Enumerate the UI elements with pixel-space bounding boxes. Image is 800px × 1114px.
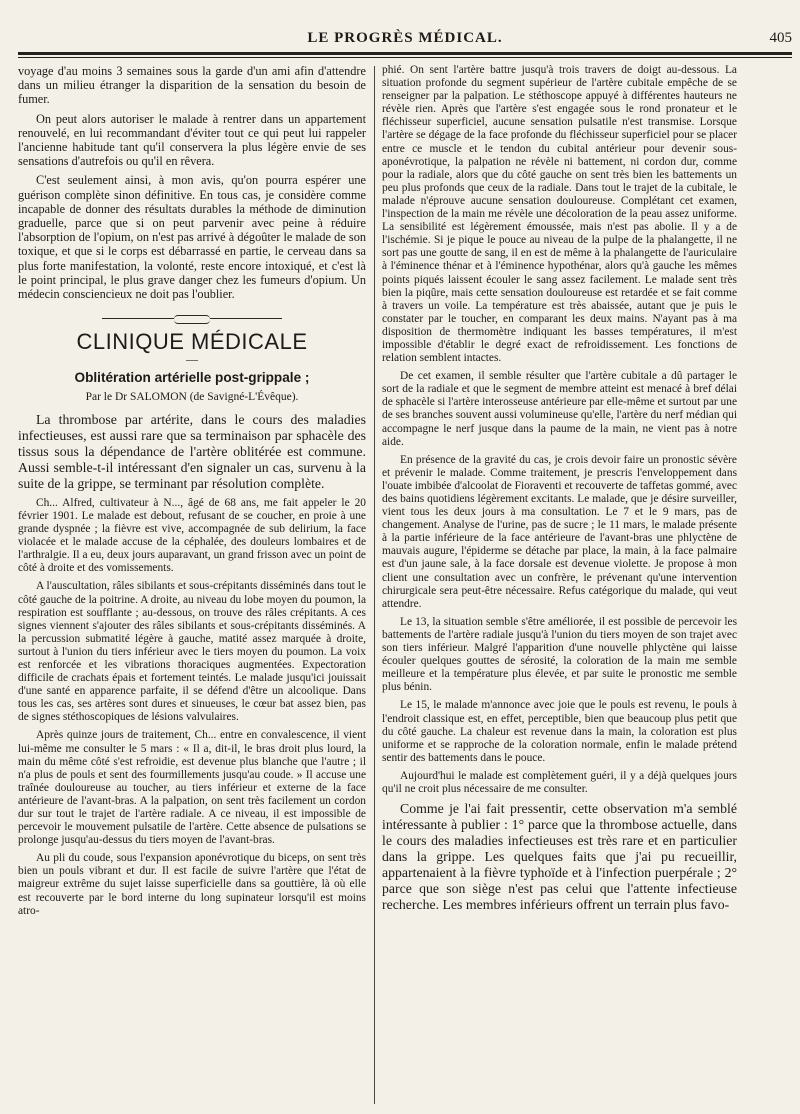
masthead <box>18 18 792 58</box>
closing-paragraph: Comme je l'ai fait pressentir, cette observation m'a semblé intéressante à publier : 1° parce que la thrombose actuelle, dans le cours des maladies infectieuses est très rare et en particulier dans la grippe. Les quelques faits que j'ai pu recueillir, appartenaient à la fièvre typhoïde et à l'infection puerpérale ; 2° parce que son siège n'est pas celui que l'attente infectieuse recherche. Les membres inférieurs offrent un terrain plus favo- <box>382 801 737 913</box>
header-rule-thin <box>18 57 792 58</box>
article-byline: Par le Dr SALOMON (de Savigné-L'Évêque). <box>85 390 299 403</box>
journal-title: LE PROGRÈS MÉDICAL. <box>307 30 503 46</box>
section-dash: — <box>186 352 198 367</box>
left-column <box>18 64 366 1110</box>
header-rule-thick <box>18 52 792 55</box>
case-paragraph: Ch... Alfred, cultivateur à N..., âgé de 68 ans, me fait appeler le 20 février 1901. Le malade est debout, refusant de se coucher, en proie à une grande dyspnée ; la fièvre est vive, accompagnée de sub delirium, la face violacée et le malade accuse de la céphalée, des douleurs lombaires et de l'arthralgie. Il a eu, deux jours auparavant, un grand frisson avec un point de côté à droite et des vomissements. <box>18 496 366 575</box>
case-paragraph: Aujourd'hui le malade est complètement guéri, il y a déjà quelques jours qu'il ne croit plus nécessaire de me consulter. <box>382 769 737 795</box>
section-ornament <box>102 315 282 323</box>
column-divider <box>374 66 375 1104</box>
case-paragraph: Le 13, la situation semble s'être améliorée, il est possible de percevoir les battements de l'artère radiale jusqu'à l'union du tiers moyen de son trajet avec son tiers inférieur. Malgré l'apparition d'une nouvelle phlyctène qui laisse écouler quelques gouttes de sérosité, la coloration de la main me semble meilleure et la température plus élevée, et par suite le pronostic me semble plus bénin. <box>382 615 737 694</box>
article-title: Oblitération artérielle post-grippale ; <box>74 370 310 386</box>
case-paragraph: En présence de la gravité du cas, je crois devoir faire un pronostic sévère et prévenir le malade. Comme traitement, je prescris l'enveloppement dans l'ouate imbibée d'alcoolat de Fioraventi et recouverte de taffetas gommé, avec des bains quotidiens légèrement excitants. Le malade, que je désire surveiller, vient tous les deux jours à ma consultation. Le 7 et le 9 mars, pas de changement. Analyse de l'urine, pas de sucre ; le 11 mars, le malade présente à la partie inférieure de la face antérieure de l'avant-bras une phlyctène de mauvais augure, l'épiderme se détache par place, la main, à la face palmaire est d'un jaune sale, à la face dorsale est devenue violette. Je propose à mon client une consultation avec un confrère, le prévenant qu'une intervention chirurgicale sera peut-être nécessaire. Refus catégorique du malade, qui veut attendre. <box>382 453 737 610</box>
section-title: CLINIQUE MÉDICALE <box>76 329 308 355</box>
body-paragraph: C'est seulement ainsi, à mon avis, qu'on pourra espérer une guérison complète sinon définitive. En tous cas, je considère comme incapable de donner des résultats durables la méthode de diminution graduelle, parce que si on peut parvenir avec peine à réduire l'absorption de l'opium, on n'est pas arrivé à dégoûter le malade de son toxique, et que si le corps est débarrassé en partie, le cerveau dans sa plus forte manifestation, la volonté, reste encore intoxiqué, et c'est là le point principal, le plus grave danger chez les fumeurs d'opium. Un médecin consciencieux ne doit pas l'oublier. <box>18 173 366 302</box>
case-paragraph: Le 15, le malade m'annonce avec joie que le pouls est revenu, le pouls à l'endroit classique est, en effet, perceptible, bien que beaucoup plus petit que du côté gauche. La chaleur est revenue dans la main, la coloration est plus uniforme et se rapproche de la coloration normale, enfin le malade prétend sentir des battements dans le pouce. <box>382 699 737 764</box>
case-paragraph: Après quinze jours de traitement, Ch... entre en convalescence, il vient lui-même me consulter le 5 mars : « Il a, dit-il, le bras droit plus lourd, la main du même côté s'est refroidie, est devenue plus blanche que l'autre ; il n'a plus de pouls et sent des fourmillements jusqu'au coude. » Il accuse une traînée douloureuse au toucher, au tiers inférieur et externe de la face antérieure de l'avant-bras. A la palpation, on sent très facilement un cordon dur sur tout le trajet de l'artère radiale. A ce niveau, il est impossible de percevoir le mouvement pulsatile de l'artère. Cette absence de pulsations se prolonge jusqu'au-dessus du tiers moyen de l'avant-bras. <box>18 729 366 847</box>
body-paragraph: voyage d'au moins 3 semaines sous la garde d'un ami afin d'attendre dans un milieu étranger la disparition de la sensation du besoin de fumer. <box>18 64 366 107</box>
case-paragraph: De cet examen, il semble résulter que l'artère cubitale a dû partager le sort de la radiale et que le segment de membre atteint est menacé à bref délai de sphacèle si l'artère interosseuse antérieure par elle-même et surtout par une de ses branches souvent aussi volumineuse qu'elle, l'artère du nerf médian qui accompagne le nerf jusque dans la paume de la main, ne vient pas à notre aide. <box>382 370 737 448</box>
case-paragraph: phié. On sent l'artère battre jusqu'à trois travers de doigt au-dessous. La situation profonde du segment supérieur de l'artère cubitale empêche de se renseigner par la palpation. Le stéthoscope appuyé à différentes hauteurs ne révèle rien. Après que l'artère s'est engagée sous le rond pronateur et le fléchisseur superficiel, aucune sensation pulsatile n'est transmise. Lorsque l'artère se dégage de la face profonde du fléchisseur superficiel pour se placer entre ce muscle et le tendon du cubital antérieur pour devenir sous-aponévrotique, la palpation ne révèle ni battement, ni cordon dur, comme pour la radiale, alors que du côté gauche on sent très bien les battements un peu plus profonds que ceux de la radiale. Dans tout le trajet de la cubitale, le malade n'éprouve aucune sensation douloureuse. Complétant cet examen, l'inspection de la main me révèle une décoloration de la peau assez uniforme. La sensibilité est légèrement émoussée, mais n'est pas abolie. Il y a de l'ischémie. Si je pique le pouce au niveau de la pulpe de la phalangette, il ne sort pas une goutte de sang, il en est de même à la phalangette de l'auriculaire à l'éminence thénar et à l'éminence hypothénar, alors qu'à gauche les mêmes points piqués laissent écouler le sang assez facilement. Le malade sent très bien la piqûre, mais cette sensation douloureuse est retardée et se fait comme à travers un voile. La température est très abaissée, autant que je puis le constater par le toucher, en comparant les deux mains. N'ayant pas à ma disposition de thermomètre indiquant les basses températures, il m'est impossible d'établir le degré exact de refroidissement. Les fonctions de relation semblent intactes. <box>382 64 737 365</box>
case-paragraph: A l'auscultation, râles sibilants et sous-crépitants disséminés dans tout le côté gauche de la poitrine. A droite, au niveau du lobe moyen du poumon, la respiration est soufflante ; au-dessous, on trouve des râles crépitants. A ces signes viennent s'ajouter des râles sibilants et sous-crépitants disséminés. A la percussion submatité légère à gauche, matité assez marquée à droite, surtout à l'union du tiers inférieur avec le tiers moyen du poumon. La voix est renforcée et les vibrations thoraciques augmentées. Expectoration difficile de crachats épais et fortement teintés. Le malade jusqu'ici jouissait d'une santé en apparence parfaite, il se défend d'être un alcoolique. Dans tous les cas, ses artères sont dures et sinueuses, le cœur bat assez bien, pas de signes stéthoscopiques de lésions valvulaires. <box>18 580 366 724</box>
page-number: 405 <box>769 30 792 46</box>
right-column <box>382 64 737 1110</box>
body-paragraph: On peut alors autoriser le malade à rentrer dans un appartement renouvelé, en lui recommandant d'éviter tout ce qui peut lui rappeler l'ancienne habitude tant qu'il conservera la plus légère envie de ses sensations d'autrefois ou qu'il en rêvera. <box>18 111 366 169</box>
case-paragraph: Au pli du coude, sous l'expansion aponévrotique du biceps, on sent très bien un pouls vibrant et dur. Il est facile de suivre l'artère que l'état de maigreur extrême du sujet laisse superficielle dans sa gouttière, là où elle est recouverte par le bord interne du long supinateur lorsqu'il est moins atro- <box>18 852 366 917</box>
lead-paragraph: La thrombose par artérite, dans le cours des maladies infectieuses, est aussi rare que sa terminaison par sphacèle des tissus sous la dépendance de l'artère oblitérée est commune. Aussi semble-t-il intéressant d'en signaler un cas, survenu à la suite de la grippe, se terminant par résolution complète. <box>18 411 366 491</box>
